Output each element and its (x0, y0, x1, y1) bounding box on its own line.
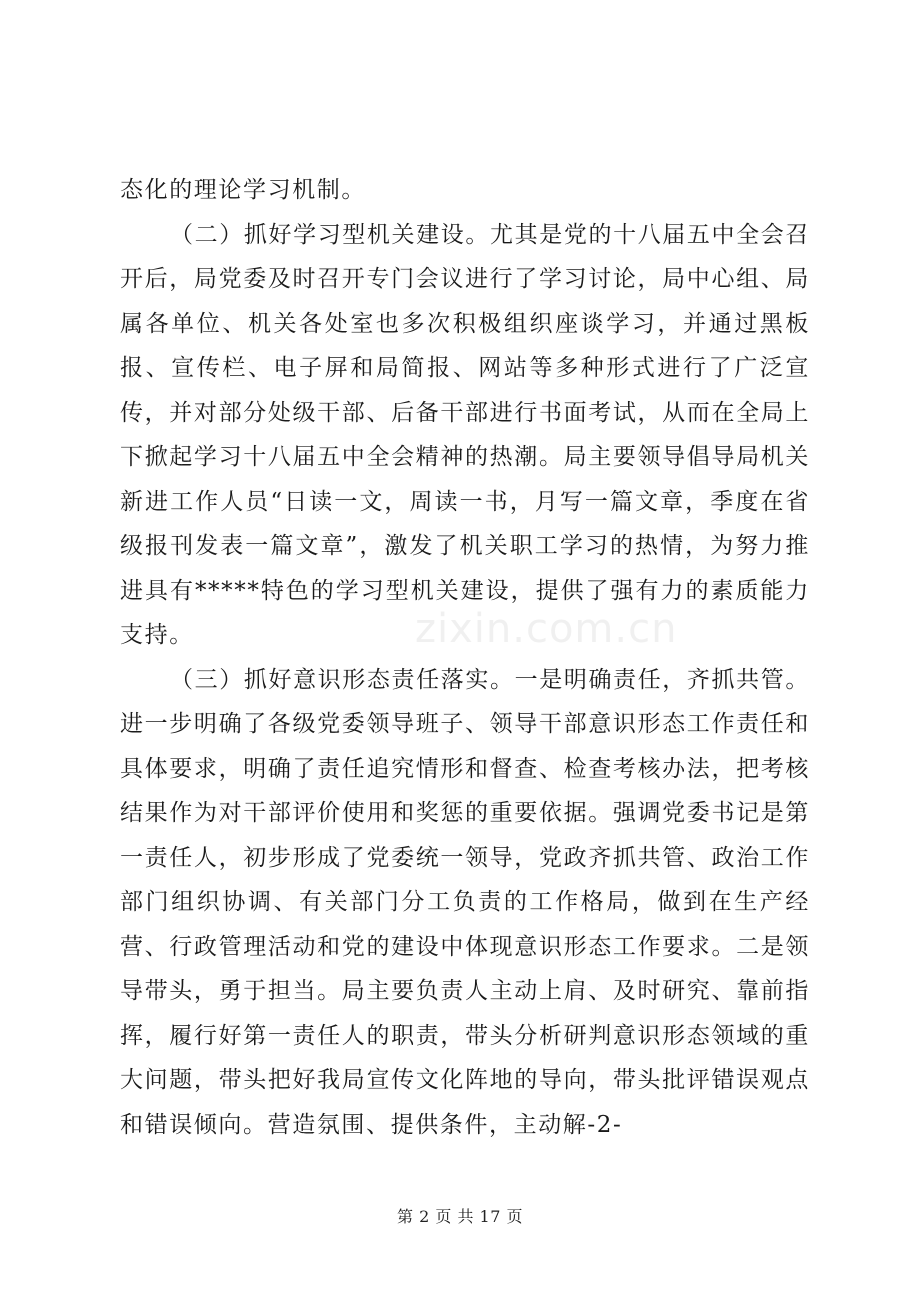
paragraph-continuation: 态化的理论学习机制。 (120, 177, 366, 203)
paragraph-section-2: （二）抓好学习型机关建设。尤其是党的十八届五中全会召开后，局党委及时召开专门会议进行了学习讨论，局中心组、局属各单位、机关各处室也多次积极组织座谈学习，并通过黑板报、宣传栏、电子屏和局简报、网站等多种形式进行了广泛宣传，并对部分处级干部、后备干部进行书面考试，从而在全局上下掀起学习十八届五中全会精神的热潮。局主要领导倡导局机关新进工作人员“日读一文，周读一书，月写一篇文章，季度在省级报刊发表一篇文章”，激发了机关职工学习的热情，为努力推进具有*****特色的学习型机关建设，提供了强有力的素质能力支持。 (120, 221, 810, 648)
watermark-text: zixin.com.cn (415, 606, 678, 652)
paragraph-section-3: （三）抓好意识形态责任落实。一是明确责任，齐抓共管。进一步明确了各级党委领导班子、领导干部意识形态工作责任和具体要求，明确了责任追究情形和督查、检查考核办法，把考核结果作为对干部评价使用和奖惩的重要依据。强调党委书记是第一责任人，初步形成了党委统一领导，党政齐抓共管、政治工作部门组织协调、有关部门分工负责的工作格局，做到在生产经营、行政管理活动和党的建设中体现意识形态工作要求。二是领导带头，勇于担当。局主要负责人主动上肩、及时研究、靠前指挥，履行好第一责任人的职责，带头分析研判意识形态领域的重大问题，带头把好我局宣传文化阵地的导向，带头批评错误观点和错误倾向。营造氛围、提供条件，主动解-2- (120, 666, 810, 1138)
document-body (120, 168, 810, 1147)
page-footer: 第 2 页 共 17 页 (397, 1207, 523, 1226)
